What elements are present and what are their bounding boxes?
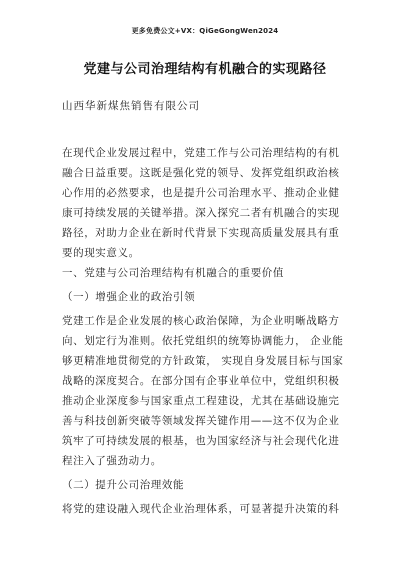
document-body: [62, 143, 352, 519]
paragraph-line: 向、划定行为准则。依托党组织的统筹协调能力， 企业能: [62, 335, 344, 347]
document-title: 党建与公司治理结构有机融合的实现路径: [83, 62, 327, 77]
paragraph-line: 推动企业深度参与国家重点工程建设，尤其在基础设施完: [62, 395, 340, 407]
header-note: 更多免费公文+VX：QiGeGongWen2024: [131, 27, 279, 35]
paragraph-line: 在现代企业发展过程中，党建工作与公司治理结构的有机: [62, 147, 340, 159]
section-heading: 一、党建与公司治理结构有机融合的重要价值: [62, 267, 284, 279]
organization-name: 山西华新煤焦销售有限公司: [62, 100, 200, 112]
paragraph-line: 善与科技创新突破等领域发挥关键作用——这不仅为企业: [62, 415, 340, 427]
paragraph-line: 心作用的必然要求，也是提升公司治理水平、推动企业健: [62, 187, 340, 199]
paragraph-line: 康可持续发展的关键举措。深入探究二者有机融合的实现: [62, 207, 340, 219]
paragraph-line: 战略的深度契合。在部分国有企事业单位中，党组织积极: [62, 375, 340, 387]
paragraph-line: 路径，对助力企业在新时代背景下实现高质量发展具有重: [62, 227, 340, 239]
subsection-heading: （二）提升公司治理效能: [62, 479, 185, 491]
paragraph-line: 融合日益重要。这既是强化党的领导、发挥党组织政治核: [62, 167, 340, 179]
paragraph-line: 程注入了强劲动力。: [62, 455, 162, 467]
paragraph-line: 筑牢了可持续发展的根基，也为国家经济与社会现代化进: [62, 435, 340, 447]
paragraph-line: 将党的建设融入现代企业治理体系，可显著提升决策的科: [62, 503, 340, 515]
paragraph-line: 党建工作是企业发展的核心政治保障，为企业明晰战略方: [62, 315, 340, 327]
subsection-heading: （一）增强企业的政治引领: [62, 291, 196, 303]
paragraph-line: 够更精准地贯彻党的方针政策， 实现自身发展目标与国家: [62, 355, 344, 367]
paragraph-line: 要的现实意义。: [62, 247, 140, 259]
